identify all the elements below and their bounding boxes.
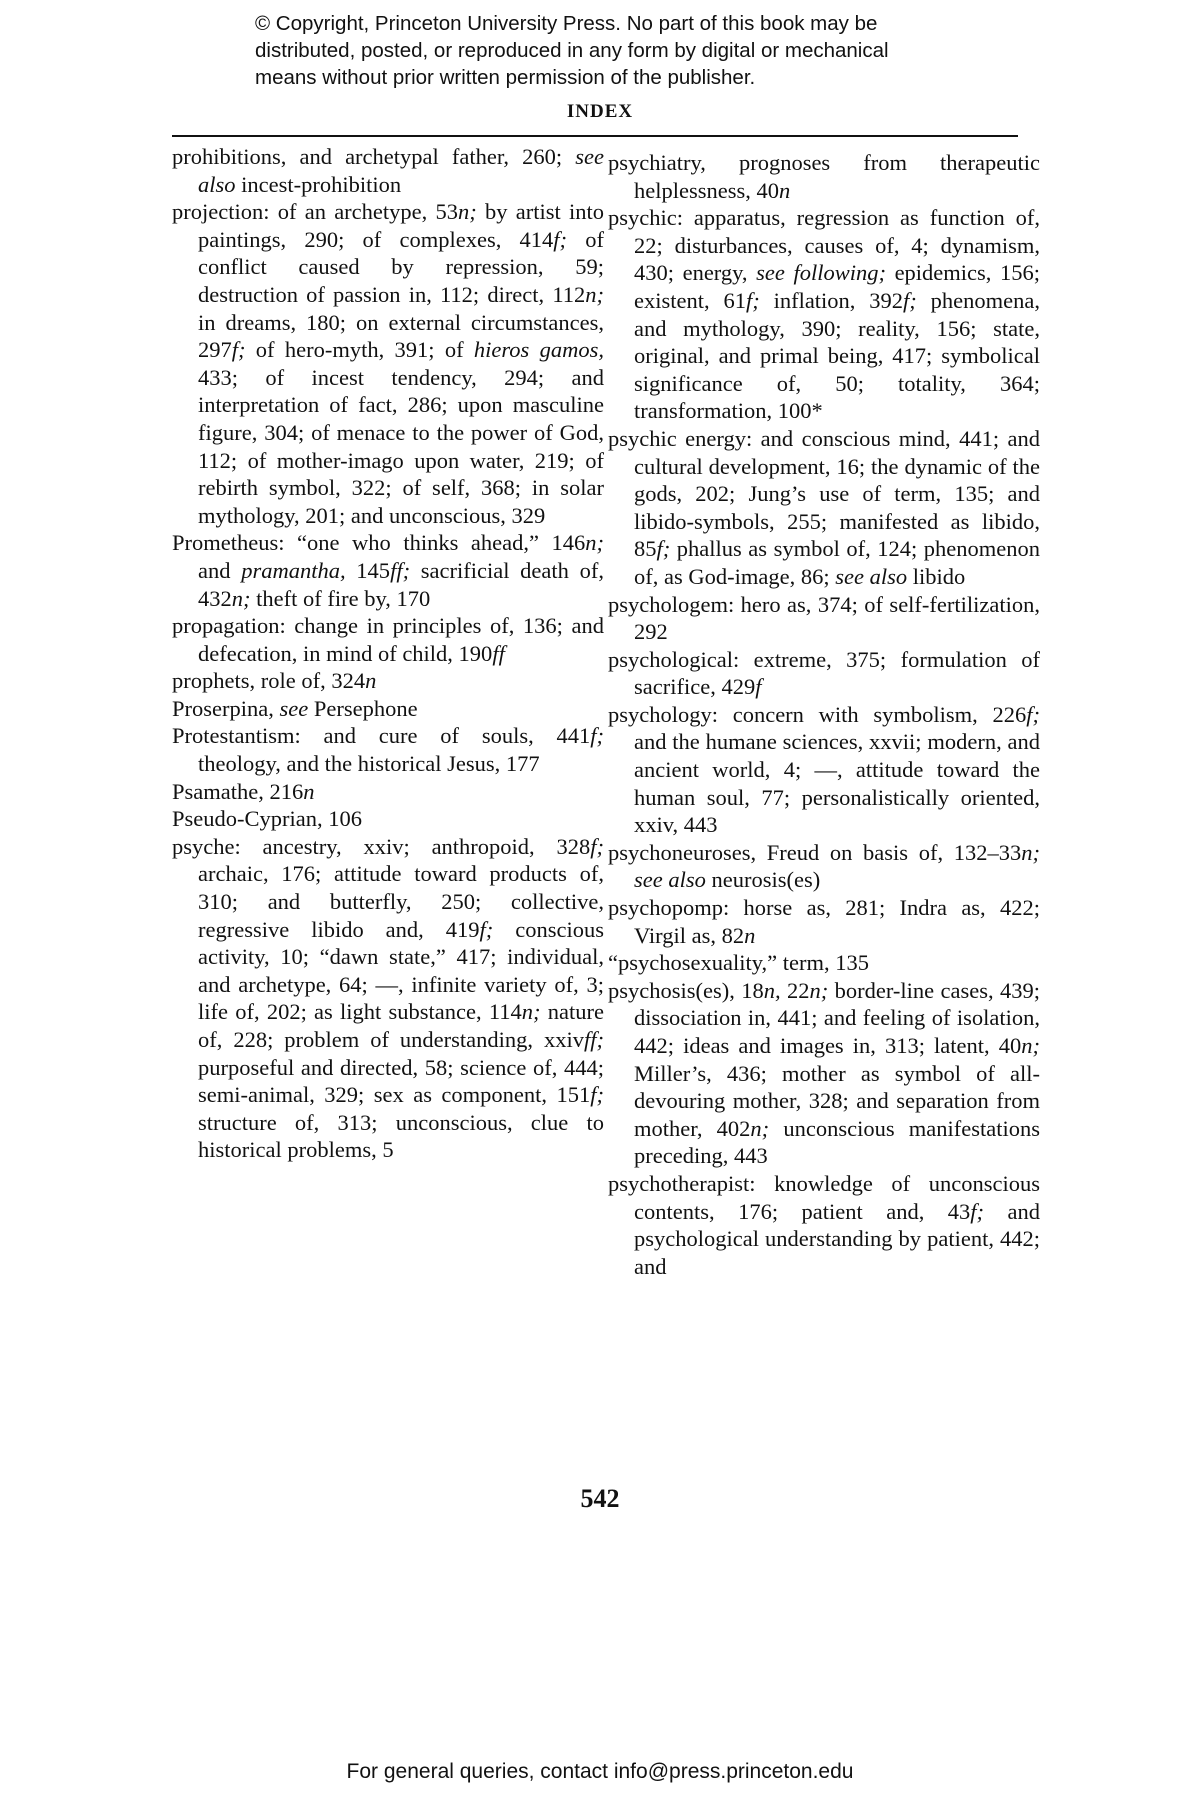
index-entry: prophets, role of, 324n (172, 668, 377, 694)
index-entry: Psamathe, 216n (172, 778, 315, 804)
footer-contact: For general queries, contact info@press.princeton.edu (346, 1760, 854, 1783)
copyright-line: distributed, posted, or reproduced in any form by digital or mechanical (255, 39, 889, 62)
index-column-left (172, 143, 604, 1164)
index-entry: Protestantism: and cure of souls, 441f; theology, and the historical Jesus, 177 (172, 723, 604, 777)
index-entry: projection: of an archetype, 53n; by artist into paintings, 290; of complexes, 414f; of conflict caused by repression, 59; destruction of passion in, 112; direct, 112n; in dreams, 180; on external circumstances, 297f; of hero-myth, 391; of hieros gamos, 433; of incest tendency, 294; and interpretation of fact, 286; upon masculine figure, 304; of menace to the power of God, 112; of mother-imago upon water, 219; of rebirth symbol, 322; of self, 368; in solar mythology, 201; and unconscious, 329 (172, 199, 605, 528)
copyright-line: means without prior written permission of the publisher. (255, 66, 756, 89)
copyright-notice (255, 10, 975, 91)
index-entry: Pseudo-Cyprian, 106 (172, 806, 362, 832)
index-entry: psychopomp: horse as, 281; Indra as, 422; Virgil as, 82n (608, 895, 1040, 948)
index-entry: psychotherapist: knowledge of unconscious contents, 176; patient and, 43f; and psychological understanding by patient, 442; and (608, 1170, 1040, 1279)
running-head: INDEX (566, 101, 634, 122)
index-entry: psychosis(es), 18n, 22n; border-line cases, 439; dissociation in, 441; and feeling of isolation, 442; ideas and images in, 313; latent, 40n; Miller’s, 436; mother as symbol of all-devouring mother, 328; and separation from mother, 402n; unconscious manifestations preceding, 443 (608, 977, 1041, 1169)
index-entry: psychological: extreme, 375; formulation of sacrifice, 429f (608, 646, 1040, 700)
index-column-right (608, 149, 1040, 1280)
index-entry: Prometheus: “one who thinks ahead,” 146n; and pramantha, 145ff; sacrificial death of, 432n; theft of fire by, 170 (172, 530, 604, 611)
index-entry: prohibitions, and archetypal father, 260; see also incest-prohibition (172, 144, 604, 197)
index-entry: propagation: change in principles of, 136; and defecation, in mind of child, 190ff (172, 613, 604, 666)
index-entry: psyche: ancestry, xxiv; anthropoid, 328f; archaic, 176; attitude toward products of, 310; and butterfly, 250; collective, regressive libido and, 419f; conscious activity, 10; “dawn state,” 417; individual, and archetype, 64; —, infinite variety of, 3; life of, 202; as light substance, 114n; nature of, 228; problem of understanding, xxivff; purposeful and directed, 58; science of, 444; semi-animal, 329; sex as component, 151f; structure of, 313; unconscious, clue to historical problems, 5 (172, 833, 604, 1163)
index-entry: psychiatry, prognoses from therapeutic helplessness, 40n (608, 150, 1040, 203)
copyright-line: © Copyright, Princeton University Press. No part of this book may be (255, 12, 878, 35)
index-entry: psychologem: hero as, 374; of self-fertilization, 292 (608, 591, 1040, 645)
index-entry: psychic energy: and conscious mind, 441; and cultural development, 16; the dynamic of the gods, 202; Jung’s use of term, 135; and libido-symbols, 255; manifested as libido, 85f; phallus as symbol of, 124; phenomenon of, as God-image, 86; see also libido (608, 425, 1040, 589)
page-number: 542 (580, 1484, 620, 1513)
index-entry: psychic: apparatus, regression as function of, 22; disturbances, causes of, 4; dynamism, 430; energy, see following; epidemics, 156; existent, 61f; inflation, 392f; phenomena, and mythology, 390; reality, 156; state, original, and primal being, 417; symbolical significance of, 50; totality, 364; transformation, 100* (608, 205, 1040, 424)
index-entry: Proserpina, see Persephone (172, 695, 418, 721)
index-entry: psychoneuroses, Freud on basis of, 132–33n; see also neurosis(es) (608, 839, 1040, 893)
index-entry: psychology: concern with symbolism, 226f; and the humane sciences, xxvii; modern, and ancient world, 4; —, attitude toward the human soul, 77; personalistically oriented, xxiv, 443 (608, 701, 1040, 838)
header-rule (172, 135, 1018, 137)
index-entry: “psychosexuality,” term, 135 (608, 950, 869, 976)
